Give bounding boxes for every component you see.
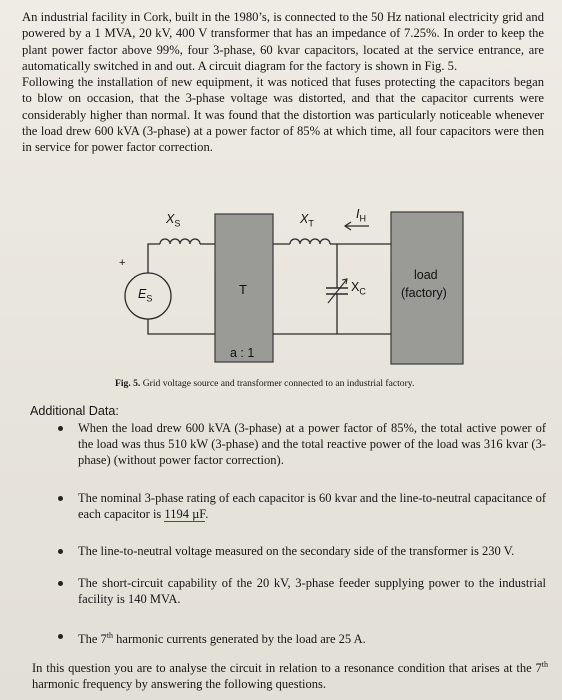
factory-label: (factory) [401,286,447,300]
bullet-icon [58,426,63,431]
ratio-label: a : 1 [230,346,255,360]
list-item: The 7th harmonic currents generated by the load are 25 A. [56,628,546,647]
list-item: The short-circuit capability of the 20 kV, 3-phase feeder supplying power to the industrial facility is 140 MVA. [56,575,546,607]
circuit-figure [95,200,495,400]
intro-paragraph-1: An industrial facility in Cork, built in the 1980’s, is connected to the 50 Hz national electricity grid and powered by a 1 MVA, 20 kV, 400 V transformer that has an impedance of 7.25%. In order to keep the plant power factor above 99%, four 3-phase, 60 kvar capacitors, located at the service entrance, are automatically switched in and out. A circuit diagram for the factory is shown in Fig. 5. [22,10,544,73]
xt-label: $X_T$ [300,212,314,229]
source-bottom-wire [148,319,215,334]
xc-label: $X_C$ [351,280,366,297]
ih-label: $I_H$ [356,207,366,224]
figure-caption: Fig. 5. Grid voltage source and transformer connected to an industrial factory. [115,378,415,389]
bullet-icon [58,581,63,586]
capacitance-value: 1194 µF [164,507,206,521]
xs-label: $X_S$ [166,212,181,229]
additional-data-heading: Additional Data: [30,404,119,418]
intro-paragraph-2: Following the installation of new equipment, it was noticed that fuses protecting the capacitors began to blow on occasion, that the 3-phase voltage was distorted, and that the capacitor currents were considerably higher than normal. It was found that the distortion was particularly noticeable whenever the load drew 600 kVA (3-phase) at a power factor of 85% at which time, all four capacitors were then in service for power factor correction. [22,75,544,155]
circuit-diagram [95,200,495,400]
list-item: When the load drew 600 kVA (3-phase) at a power factor of 85%, the total active power of the load was thus 510 kW (3-phase) and the total reactive power of the load was 316 kvar (3-phase) (without power factor correction). [56,420,546,468]
plus-sign: + [119,257,126,269]
bullet-icon [58,634,63,639]
list-item: The line-to-neutral voltage measured on the secondary side of the transformer is 230 V. [56,543,546,559]
source-top-wire [148,244,160,273]
xt-inductor-icon [290,239,330,244]
es-label: $E_S$ [138,287,153,304]
intro-text [22,9,544,156]
xs-inductor-icon [160,239,200,244]
transformer-label: T [239,282,247,297]
outro-text: In this question you are to analyse the circuit in relation to a resonance condition that arises at the 7th harmonic frequency by answering the following questions. [32,660,548,692]
bullet-icon [58,549,63,554]
load-label: load [414,268,438,282]
bullet-icon [58,496,63,501]
list-item: The nominal 3-phase rating of each capacitor is 60 kvar and the line-to-neutral capacitance of each capacitor is 1194 µF. [56,490,546,522]
